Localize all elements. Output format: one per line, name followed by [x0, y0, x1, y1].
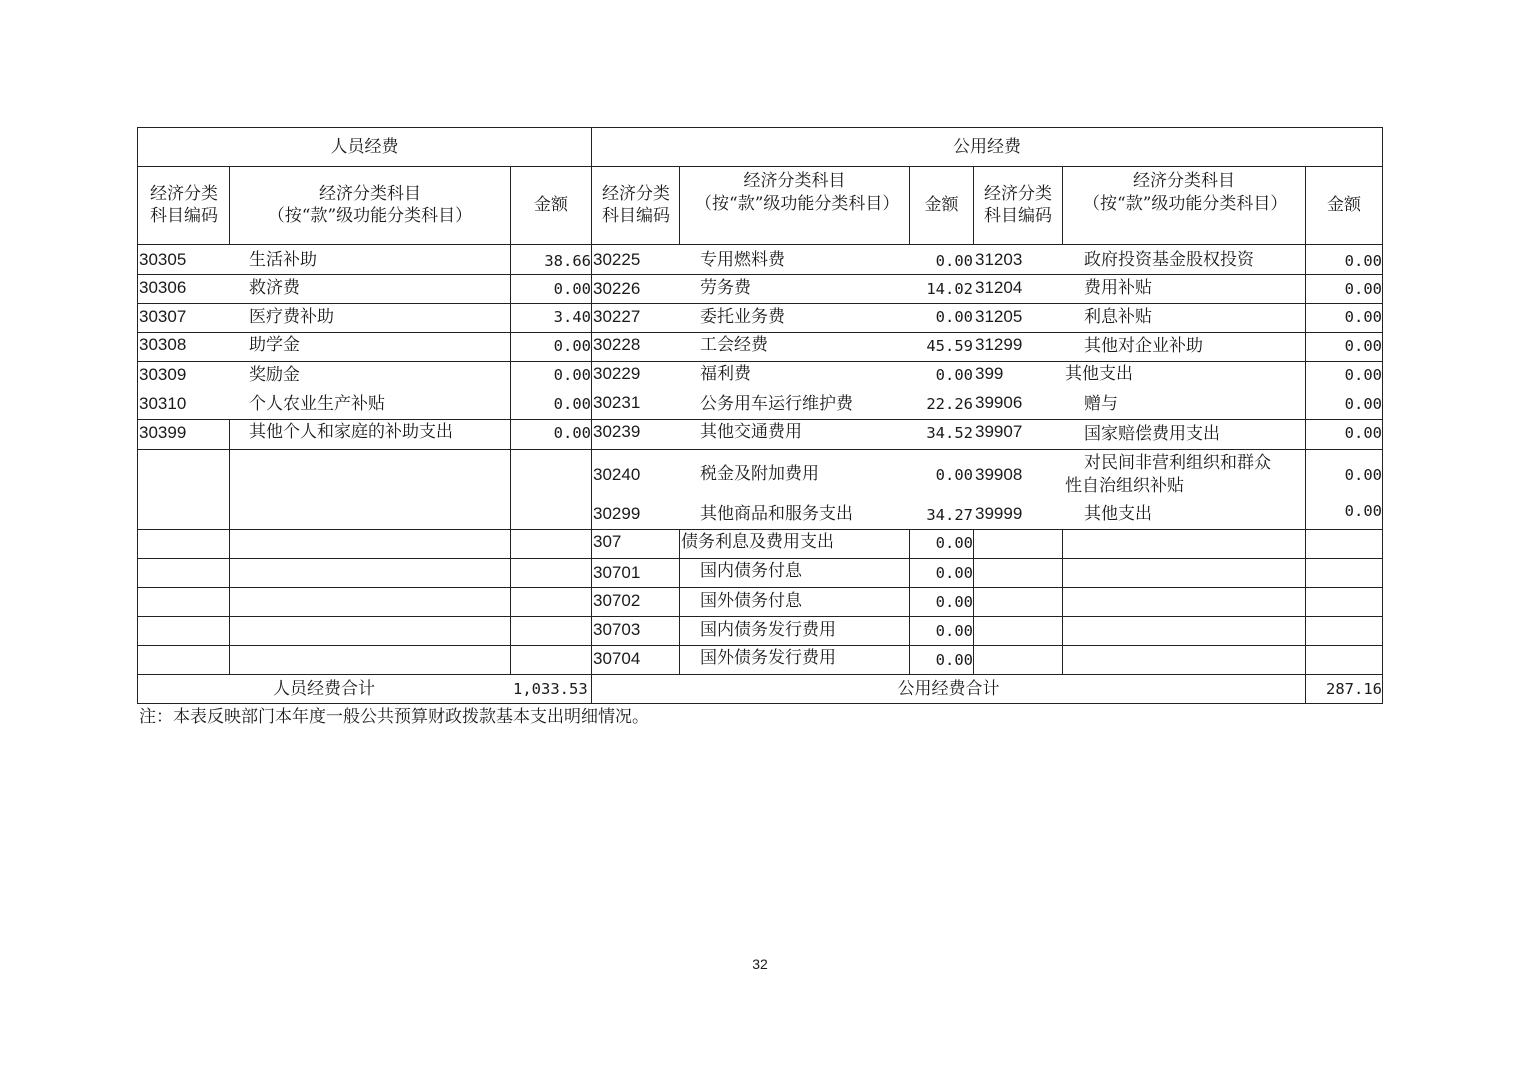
table-cell-subject: 个人农业生产补贴 [249, 394, 385, 414]
col-header-subject: 经济分类科目 [319, 184, 421, 204]
table-cell-code: 30227 [593, 307, 641, 326]
table-cell-amount: 0.00 [935, 651, 973, 669]
table-cell-code: 30228 [593, 335, 641, 354]
table-border-bottom [137, 703, 1383, 704]
table-cell-subject: 国内债务发行费用 [700, 620, 836, 640]
table-cell-code: 30231 [593, 393, 641, 412]
table-cell-amount: 0.00 [1344, 337, 1382, 355]
table-cell-subject: 救济费 [249, 278, 300, 298]
col-header-amount: 金额 [534, 195, 568, 215]
table-cell-amount: 0.00 [553, 395, 591, 413]
table-rule [137, 332, 1383, 333]
table-rule [137, 529, 1383, 530]
table-cell-subject: 福利费 [700, 364, 751, 384]
table-footnote: 注：本表反映部门本年度一般公共预算财政拨款基本支出明细情况。 [139, 707, 649, 727]
col-rule [973, 529, 974, 675]
table-cell-subject: 国家赔偿费用支出 [1084, 424, 1220, 444]
table-cell-subject: 赠与 [1084, 394, 1118, 414]
col-header-amount: 金额 [924, 195, 959, 215]
table-rule [137, 361, 1383, 362]
table-rule [137, 449, 1383, 450]
table-cell-code: 30701 [593, 563, 641, 582]
table-cell-code: 30240 [593, 465, 641, 484]
col-header-subject-sub: （按“款”级功能分类科目） [267, 206, 473, 226]
table-cell-code: 31204 [975, 278, 1023, 297]
table-cell-amount: 14.02 [926, 280, 973, 298]
table-cell-code: 39906 [975, 393, 1023, 412]
header-personnel: 人员经费 [330, 137, 399, 157]
table-cell-code: 31299 [975, 335, 1023, 354]
table-rule [137, 303, 1383, 304]
table-cell-amount: 0.00 [1344, 424, 1382, 442]
table-cell-amount: 45.59 [926, 337, 973, 355]
table-cell-amount: 0.00 [1344, 252, 1382, 270]
table-cell-code: 30310 [139, 394, 187, 413]
col-header-subject-sub: （按“款”级功能分类科目） [695, 194, 900, 214]
table-divider [591, 127, 592, 704]
col-rule [973, 166, 974, 245]
table-cell-amount: 34.52 [926, 424, 973, 442]
col-rule [679, 529, 680, 675]
col-header-subject: 经济分类科目 [1133, 171, 1235, 191]
table-cell-code: 39999 [975, 504, 1023, 523]
table-cell-subject: 助学金 [249, 335, 300, 355]
table-cell-amount: 0.00 [553, 337, 591, 355]
table-cell-subject: 利息补贴 [1084, 307, 1152, 327]
col-header-subject: 经济分类科目 [743, 171, 846, 191]
table-cell-subject: 其他交通费用 [700, 422, 802, 442]
table-cell-subject: 生活补助 [249, 250, 317, 270]
table-cell-code: 30305 [139, 250, 187, 269]
table-cell-amount: 3.40 [553, 308, 591, 326]
table-cell-subject: 国内债务付息 [700, 561, 802, 581]
total-public-label: 公用经费合计 [897, 679, 1000, 699]
table-cell-amount: 0.00 [1344, 502, 1382, 520]
table-cell-subject: 国外债务付息 [700, 591, 802, 611]
col-header-code: 经济分类科目编码 [984, 184, 1052, 226]
table-cell-subject: 国外债务发行费用 [700, 648, 836, 668]
table-cell-subject: 其他支出 [1084, 504, 1152, 524]
table-cell-amount: 0.00 [1344, 280, 1382, 298]
table-rule [137, 419, 1383, 420]
table-cell-amount: 0.00 [935, 366, 973, 384]
table-cell-code: 30225 [593, 250, 641, 269]
table-cell-subject: 性自治组织补贴 [1065, 476, 1184, 496]
table-rule [137, 558, 1383, 559]
page-number: 32 [752, 956, 768, 972]
table-cell-amount: 0.00 [553, 366, 591, 384]
table-cell-amount: 0.00 [935, 252, 973, 270]
table-cell-subject: 其他对企业补助 [1084, 336, 1203, 356]
total-personnel-label: 人员经费合计 [273, 679, 375, 699]
col-rule [510, 166, 511, 675]
table-cell-amount: 0.00 [935, 466, 973, 484]
table-cell-subject: 医疗费补助 [249, 307, 334, 327]
table-cell-amount: 0.00 [935, 564, 973, 582]
table-cell-code: 30704 [593, 649, 641, 668]
table-cell-code: 307 [593, 532, 622, 551]
table-rule [137, 274, 1383, 275]
table-cell-amount: 0.00 [1344, 466, 1382, 484]
table-rule [137, 674, 1383, 675]
table-cell-subject: 政府投资基金股权投资 [1084, 250, 1254, 270]
table-rule [137, 166, 1383, 167]
table-border-top [137, 127, 1383, 128]
col-header-subject-sub: （按“款”级功能分类科目） [1083, 194, 1288, 214]
table-cell-code: 30399 [139, 423, 187, 442]
table-cell-code: 31205 [975, 307, 1023, 326]
table-cell-subject: 奖励金 [249, 365, 300, 385]
table-cell-code: 30306 [139, 278, 187, 297]
table-cell-subject: 其他支出 [1065, 364, 1133, 384]
table-cell-amount: 22.26 [926, 395, 973, 413]
table-cell-amount: 0.00 [1344, 308, 1382, 326]
table-cell-amount: 0.00 [1344, 395, 1382, 413]
table-cell-subject: 专用燃料费 [700, 250, 785, 270]
table-cell-subject: 债务利息及费用支出 [681, 532, 834, 552]
table-cell-code: 31203 [975, 250, 1023, 269]
table-cell-subject: 费用补贴 [1084, 278, 1152, 298]
total-personnel-amount: 1,033.53 [513, 680, 588, 698]
col-rule [229, 419, 230, 675]
total-public-amount: 287.16 [1326, 680, 1382, 698]
col-header-amount: 金额 [1327, 195, 1361, 215]
col-header-code: 经济分类科目编码 [602, 184, 670, 226]
table-rule [137, 244, 1383, 245]
table-cell-amount: 0.00 [935, 593, 973, 611]
table-cell-amount: 0.00 [553, 280, 591, 298]
table-cell-code: 30702 [593, 591, 641, 610]
table-cell-code: 39907 [975, 422, 1023, 441]
table-cell-amount: 0.00 [935, 534, 973, 552]
table-cell-subject: 税金及附加费用 [700, 464, 819, 484]
table-cell-amount: 0.00 [553, 424, 591, 442]
table-cell-amount: 0.00 [935, 622, 973, 640]
table-cell-subject: 其他个人和家庭的补助支出 [249, 422, 453, 442]
table-cell-code: 30308 [139, 335, 187, 354]
table-rule [137, 587, 1383, 588]
table-cell-code: 30309 [139, 365, 187, 384]
table-border-right [1382, 127, 1383, 704]
table-border-left [137, 127, 138, 704]
table-cell-subject: 劳务费 [700, 278, 751, 298]
table-cell-code: 399 [975, 364, 1004, 383]
table-cell-code: 30239 [593, 422, 641, 441]
table-cell-subject: 其他商品和服务支出 [700, 504, 853, 524]
table-cell-code: 30703 [593, 620, 641, 639]
col-rule [1062, 529, 1063, 675]
table-cell-amount: 34.27 [926, 506, 973, 524]
table-cell-subject: 公务用车运行维护费 [700, 394, 853, 414]
table-rule [137, 616, 1383, 617]
col-header-code: 经济分类科目编码 [150, 184, 218, 226]
header-public: 公用经费 [953, 137, 1021, 157]
table-cell-code: 30307 [139, 307, 187, 326]
table-cell-amount: 0.00 [1344, 366, 1382, 384]
table-cell-code: 30229 [593, 364, 641, 383]
table-cell-subject: 对民间非营利组织和群众 [1084, 453, 1271, 473]
table-cell-code: 30226 [593, 279, 641, 298]
table-cell-subject: 委托业务费 [700, 307, 785, 327]
table-cell-code: 39908 [975, 465, 1023, 484]
table-cell-code: 30299 [593, 504, 641, 523]
table-cell-amount: 0.00 [935, 308, 973, 326]
table-cell-amount: 38.66 [544, 252, 591, 270]
table-cell-subject: 工会经费 [700, 335, 768, 355]
table-rule [137, 645, 1383, 646]
